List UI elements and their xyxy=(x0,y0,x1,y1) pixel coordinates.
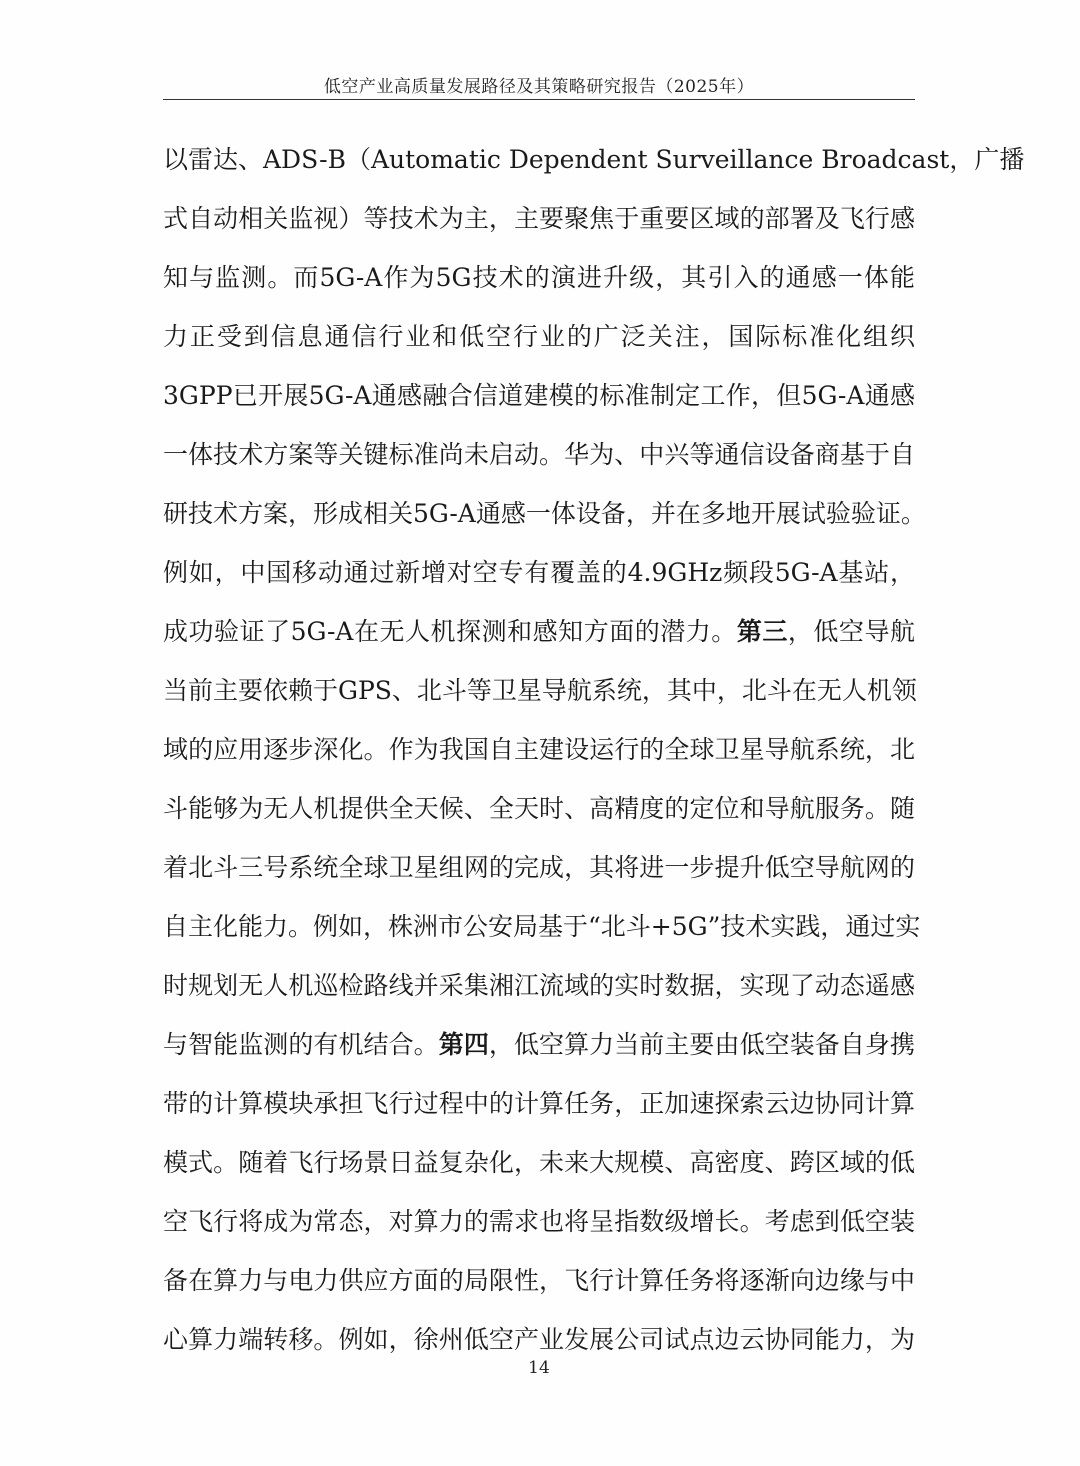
text-run: 知与监测。而5G-A作为5G技术的演进升级，其引入的通感一体能 xyxy=(163,263,915,292)
body-paragraph xyxy=(163,130,1025,1369)
text-run: 式自动相关监视）等技术为主，主要聚焦于重要区域的部署及飞行感 xyxy=(163,204,915,233)
text-run: ，低空导航 xyxy=(787,617,915,646)
text-run: 模式。随着飞行场景日益复杂化，未来大规模、高密度、跨区域的低 xyxy=(163,1148,915,1177)
text-run: 例如，中国移动通过新增对空专有覆盖的4.9GHz频段5G-A基站， xyxy=(163,558,915,587)
running-header: 低空产业高质量发展路径及其策略研究报告（2025年） xyxy=(323,77,755,97)
text-run: 研技术方案，形成相关5G-A通感一体设备，并在多地开展试验验证。 xyxy=(163,499,926,528)
text-run: 带的计算模块承担飞行过程中的计算任务，正加速探索云边协同计算 xyxy=(163,1089,915,1118)
text-line xyxy=(163,1192,915,1251)
text-run: 时规划无人机巡检路线并采集湘江流域的实时数据，实现了动态遥感 xyxy=(163,971,915,1000)
text-line xyxy=(163,897,921,956)
text-line xyxy=(163,661,915,720)
text-run: 当前主要依赖于GPS、北斗等卫星导航系统，其中，北斗在无人机领 xyxy=(163,676,917,705)
text-run: 3GPP已开展5G-A通感融合信道建模的标准制定工作，但5G-A通感 xyxy=(163,381,915,410)
text-line xyxy=(163,779,915,838)
text-line xyxy=(163,130,1025,189)
text-run: 以雷达、ADS-B（Automatic Dependent Surveillance Broadcast，广播 xyxy=(163,145,1025,174)
text-run: 自主化能力。例如，株洲市公安局基于“北斗+5G”技术实践，通过实 xyxy=(163,912,921,941)
text-line xyxy=(163,956,915,1015)
text-run: 心算力端转移。例如，徐州低空产业发展公司试点边云协同能力，为 xyxy=(163,1325,915,1354)
text-line xyxy=(163,307,915,366)
text-run: ，低空算力当前主要由低空装备自身携 xyxy=(488,1030,915,1059)
text-run: 与智能监测的有机结合。 xyxy=(163,1030,439,1059)
text-run: 备在算力与电力供应方面的局限性，飞行计算任务将逐渐向边缘与中 xyxy=(163,1266,915,1295)
text-line xyxy=(163,602,915,661)
text-line xyxy=(163,189,915,248)
text-line xyxy=(163,425,915,484)
text-run: 一体技术方案等关键标准尚未启动。华为、中兴等通信设备商基于自 xyxy=(163,440,915,469)
text-run: 力正受到信息通信行业和低空行业的广泛关注，国际标准化组织 xyxy=(163,322,915,351)
text-run: 成功验证了5G-A在无人机探测和感知方面的潜力。 xyxy=(163,617,737,646)
text-line xyxy=(163,720,915,779)
text-line xyxy=(163,838,915,897)
text-line xyxy=(163,543,915,602)
text-line xyxy=(163,366,915,425)
text-line xyxy=(163,1015,915,1074)
text-run: 空飞行将成为常态，对算力的需求也将呈指数级增长。考虑到低空装 xyxy=(163,1207,915,1236)
page-number: 14 xyxy=(528,1358,550,1378)
bold-term: 第三 xyxy=(736,617,788,646)
text-line xyxy=(163,248,915,307)
text-run: 域的应用逐步深化。作为我国自主建设运行的全球卫星导航系统，北 xyxy=(163,735,915,764)
bold-term: 第四 xyxy=(438,1030,489,1059)
text-run: 斗能够为无人机提供全天候、全天时、高精度的定位和导航服务。随 xyxy=(163,794,915,823)
text-line xyxy=(163,1074,915,1133)
text-run: 着北斗三号系统全球卫星组网的完成，其将进一步提升低空导航网的 xyxy=(163,853,915,882)
header-divider xyxy=(163,99,915,100)
text-line xyxy=(163,1251,915,1310)
text-line xyxy=(163,1133,915,1192)
text-line xyxy=(163,484,926,543)
